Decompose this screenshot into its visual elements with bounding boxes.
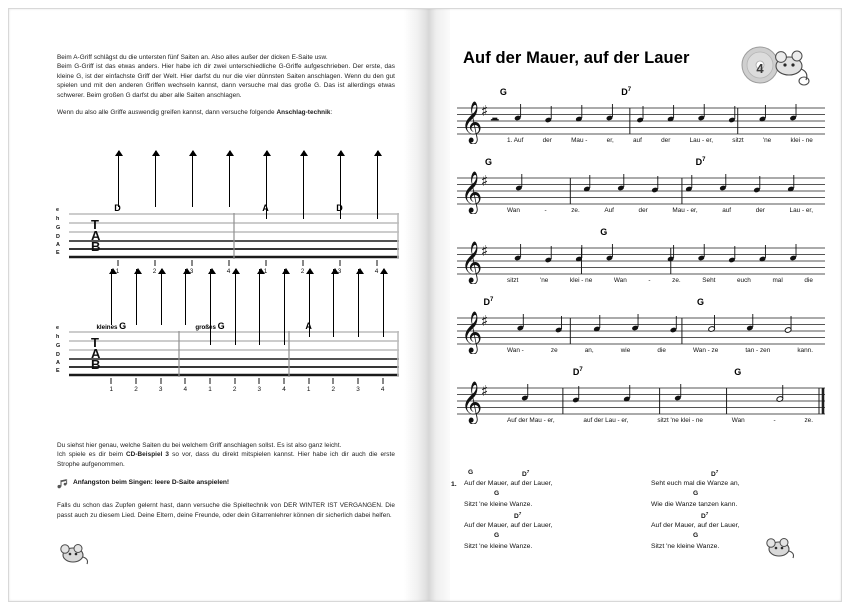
verse-chord-G [468,469,473,476]
lyric-syllable: der [755,207,765,214]
verse-chord-G [693,532,698,539]
lyric-syllable: Wan - ze [692,347,719,354]
intro-paragraph-1: Beim A-Griff schlägst du die untersten fünf Saiten an. Also alles außer der dicken E-Saite usw. [57,54,328,61]
beat-tick [210,378,211,384]
beat-tick [302,260,303,266]
note [623,385,630,402]
beat-number: 2 [232,386,237,393]
key-signature-sharp: ♯ [481,382,489,400]
anschlag-pre: Wenn du also alle Griffe auswendig greifen kannst, dann versuche folgende [57,109,277,117]
key-signature-sharp: ♯ [481,172,489,190]
chord-symbol-G [697,297,704,307]
note [593,315,600,332]
note [698,244,705,261]
tab-string-label-A: A [56,360,60,366]
lyric-syllable: - [648,277,651,284]
tab-string-label-e: e [56,325,59,331]
music-note-icon [57,479,68,491]
beat-tick [259,378,260,384]
lyric-syllable: - [544,207,547,214]
verse-lyric-line: Auf der Mauer, auf der Lauer, [651,522,740,529]
chord-root: G [734,367,742,377]
staff-1 [455,87,827,157]
chord-root: G [697,297,705,307]
beat-number: 4 [374,268,379,275]
chord-symbol-D7 [573,367,583,377]
intro-paragraph-2: Beim G-Griff ist das etwas anders. Hier habe ich dir zwei unterschiedliche G-Griffe aufgeschrieben. Der erste, das kleine G, ist der einfachste Griff der Welt. Hier darfst du nur die vier dünnsten Saiten anschlagen. Wenn du den gut spielen und mit den anderen Griffen wechseln kannst, dann versuche mal das große G. Das ist allerdings etwas schwerer. Beim großen G darfst du aber alle Saiten anschlagen. [57,63,395,99]
staff-5 [455,367,827,437]
verse-lyric-line: Seht euch mal die Wanze an, [651,480,740,487]
beat-tick [228,260,229,266]
chord-quality: 7 [627,87,632,93]
note [631,314,638,331]
beat-tick [185,378,186,384]
chord-root: G [600,227,608,237]
note [517,314,524,331]
staff-4 [455,297,827,367]
lyric-syllable: ze. [672,277,681,284]
verse-chord-line [464,490,637,499]
verse-chord-D7 [701,511,708,520]
verse-lyric-line: Auf der Mauer, auf der Lauer, [464,522,553,529]
note [606,104,613,121]
beat-number: 1 [263,268,268,275]
mouse-icon [763,535,797,561]
anschlag-post: : [330,109,333,117]
verse-chord-line [651,469,831,478]
chord-root: D [522,471,527,479]
lyric-syllable: an, [584,347,594,354]
note [617,174,624,191]
lyric-syllable: sitzt 'ne klei - ne [657,417,703,424]
treble-clef-icon: 𝄞 [461,102,483,143]
beat-tick [265,260,266,266]
beat-tick [358,378,359,384]
lyric-syllable: kann. [797,347,813,354]
lyric-syllable: Auf [604,207,614,214]
verse-lyric-line: Wie die Wanze tanzen kann. [651,501,738,508]
note [514,244,521,261]
beat-number: 3 [257,386,262,393]
verse-lyric-line: Sitzt 'ne kleine Wanze. [651,543,720,550]
verse-chord-D7 [522,469,529,478]
verse-chord-line [651,511,831,520]
verse-chord-line [464,511,637,520]
beat-number: 4 [226,268,231,275]
note [759,105,766,122]
lyric-syllable: mal [772,277,783,284]
lyric-line [507,277,813,284]
chord-root: G [693,532,699,539]
beat-tick [376,260,377,266]
tab2-beat-numbers [69,386,399,397]
tab-chord-label-D: D [114,203,121,213]
chord-symbol-G [485,157,492,167]
after-tab-text-post: so vor, dass du direkt mitspielen kannst. Hier habe ich dir auch die erste Strophe aufgenommen. [57,451,395,468]
verse-chord-line [651,490,831,499]
chord-root: D [621,87,628,97]
lyric-syllable: 1. Auf [507,137,524,144]
chord-root: D [701,513,706,521]
beat-number: 2 [300,268,305,275]
verse-lyric-line: Auf der Mauer, auf der Lauer, [464,480,553,487]
chord-quality: 7 [526,469,530,474]
treble-clef-icon: 𝄞 [461,172,483,213]
tab2-chord-row [69,317,399,331]
verse-left-column [451,469,637,553]
treble-clef-icon: 𝄞 [461,242,483,283]
lyric-line [507,347,813,354]
lyric-syllable: Wan [507,207,520,214]
chord-quality: 7 [705,511,709,516]
right-page [441,9,841,601]
lyric-syllable: Wan - [507,347,524,354]
anschlag-bold: Anschlag-technik [276,109,331,117]
chord-root: G [494,490,500,497]
beat-tick [191,260,192,266]
lyric-syllable: Mau - [571,137,588,144]
tab-chord-label-A: A [305,321,312,331]
lyric-syllable: die [657,347,666,354]
closing-paragraph: Falls du schon das Zupfen gelernt hast, dann versuche die Spieltechnik von DER WINTER IST VERGANGEN. Die passt auch zu diesem Lied. Deine Eltern, deine Freunde, oder dein Gitarrenlehrer können dir sicherlich dabei helfen. [57,502,395,519]
tab-chord-name: G [217,321,225,331]
beat-tick [308,378,309,384]
tab-string-label-D: D [56,352,60,358]
beat-number: 4 [380,386,385,393]
beat-number: 1 [208,386,212,393]
tab-string-label-G: G [56,225,61,231]
lyric-syllable: 'ne [539,277,549,284]
beat-number: 3 [356,386,360,393]
beat-tick [136,378,137,384]
lyric-syllable: tan - zen [745,347,771,354]
note [521,384,528,401]
lyric-syllable: euch [737,277,751,284]
chord-symbol-G [600,227,607,237]
chord-root: G [484,157,492,167]
chord-root: G [693,490,699,497]
after-tab-paragraph-2 [57,450,395,469]
key-signature-sharp: ♯ [481,312,489,330]
note [583,175,590,192]
tab-string-label-D: D [56,234,60,240]
cd-badge [741,41,821,89]
beat-tick [117,260,118,266]
beat-number: 1 [109,386,114,393]
verse-lyric-line: Sitzt 'ne kleine Wanze. [464,543,533,550]
mouse-icon [57,541,91,567]
lyric-syllable: 'ne [762,137,772,144]
tab-chord-label-G [195,321,224,331]
chord-root: G [468,469,474,476]
cd-beispiel-label: CD-Beispiel 3 [125,451,170,459]
tab-string-label-h: h [56,334,60,340]
beat-tick [284,378,285,384]
lyric-syllable: Mau - er, [672,207,698,214]
lyric-syllable: auf [633,137,642,144]
tab-chord-label-G [96,321,126,331]
svg-text:T: T [91,335,99,350]
lyric-syllable: Auf der Mau - er, [507,417,555,424]
tab-chord-name: G [119,321,127,331]
verse-chord-G [494,532,499,539]
lyric-syllable: der [661,137,671,144]
lyric-syllable: Lau - er, [689,137,714,144]
lyric-syllable: auf der Lau - er, [583,417,629,424]
lyric-syllable: auf [722,207,732,214]
lyric-syllable: er, [606,137,614,144]
after-tab-text-pre: Ich spiele es dir beim [57,451,126,459]
tab-chord-label-D: D [336,203,343,213]
beat-number: 4 [183,386,188,393]
treble-clef-icon: 𝄞 [461,312,483,353]
tab-diagram-2 [56,317,399,397]
tab1-chord-row [69,199,399,213]
chord-quality: 7 [702,157,706,163]
after-tab-paragraph-1: Du siehst hier genau, welche Saiten du bei welchem Griff anschlagen sollst. Es ist also ganz leicht. [57,442,342,449]
note [787,175,794,192]
verse-chord-D7 [514,511,521,520]
lyric-line [507,137,813,144]
beat-number: 3 [337,268,342,275]
note [674,384,681,401]
tip-line-text: Anfangston beim Singen: leere D-Saite anspielen! [73,479,230,487]
spacer [57,100,395,108]
tab1-beat-numbers [69,268,399,279]
chord-symbol-G [734,367,741,377]
lyric-syllable: Wan [731,417,745,424]
lyric-syllable: Seht [702,277,716,284]
verse-number: 1. [451,481,457,488]
treble-clef-icon: 𝄞 [461,382,483,423]
tab-string-label-A: A [56,242,60,248]
lyric-syllable: der [542,137,552,144]
beat-tick [339,260,340,266]
chord-root: G [494,532,500,539]
chord-root: D [695,157,703,167]
chord-symbol-D7 [696,157,706,167]
svg-text:4: 4 [756,61,764,76]
note [606,244,613,261]
note [685,175,692,192]
verse-lyric-line: Sitzt 'ne kleine Wanze. [464,501,533,508]
tab-chord-label-A: A [262,203,269,213]
lyric-syllable: wie [620,347,631,354]
beat-number: 2 [134,386,138,393]
music-staves [455,87,827,437]
beat-tick [382,378,383,384]
svg-text:B: B [91,357,101,372]
staff-3 [455,227,827,297]
tab-string-label-E: E [56,250,60,256]
chord-root: D [483,297,491,307]
beat-number: 1 [115,268,120,275]
svg-text:B: B [91,239,101,254]
lyric-syllable: sitzt [507,277,519,284]
beat-tick [154,260,155,266]
tab1-beat-ticks [69,259,399,268]
verse-right-column [651,469,831,553]
tab2-beat-ticks [69,377,399,386]
chord-quality: 7 [490,297,494,303]
lyric-syllable: ze. [571,207,580,214]
svg-text:T: T [91,217,99,232]
left-page-after-tab-text [57,441,395,520]
tip-line [57,479,395,491]
beat-number: 4 [282,386,286,393]
tab-string-label-e: e [56,207,59,213]
beat-tick [234,378,235,384]
lyric-syllable: klei - ne [569,277,593,284]
note [789,104,796,121]
note [575,105,582,122]
note [667,105,674,122]
beat-tick [111,378,112,384]
beat-number: 3 [189,268,194,275]
tab-string-label-G: G [56,343,61,349]
beat-number: 3 [158,386,163,393]
beat-tick [160,378,161,384]
tab1-staff [56,207,399,259]
verse-chord-line [464,469,637,478]
note [514,104,521,121]
verse-chord-line [651,532,831,541]
note [708,315,715,332]
verse-chord-G [494,490,499,497]
key-signature-sharp: ♯ [481,102,489,120]
tab-string-label-h: h [56,216,60,222]
anschlagtechnik-paragraph [57,108,395,117]
note [719,174,726,191]
beat-number: 1 [306,386,311,393]
chord-quality: 7 [518,511,522,516]
lyric-syllable: sitzt [732,137,744,144]
tab-string-label-E: E [56,368,60,374]
lyric-line [507,207,813,214]
lyric-syllable: die [804,277,813,284]
lyric-syllable: Lau - er, [789,207,813,214]
note [698,104,705,121]
chord-root: D [711,471,716,479]
note [776,385,783,402]
chord-root: D [572,367,580,377]
left-page [9,9,409,601]
chord-quality: 7 [715,469,719,474]
beat-number: 2 [152,268,157,275]
left-page-intro-text [57,53,395,117]
lyric-syllable: - [773,417,776,424]
tab2-staff-lines [69,331,399,377]
note [746,314,753,331]
note [759,245,766,262]
note [575,245,582,262]
chord-symbol-D7 [484,297,494,307]
lyric-syllable: Wan [613,277,627,284]
lyric-syllable: klei - ne [790,137,813,144]
page-title: Auf der Mauer, auf der Lauer [463,49,690,67]
svg-text:A: A [91,346,101,361]
tab-chord-prefix: großes [195,324,218,331]
chord-symbol-G [500,87,507,97]
lyric-syllable: ze [550,347,558,354]
svg-text:A: A [91,228,101,243]
note [789,244,796,261]
tab1-staff-lines [69,213,399,259]
note [515,174,522,191]
verse-chord-line [464,532,637,541]
tab-chord-prefix: kleines [96,324,120,331]
verse-chord-D7 [711,469,718,478]
chord-quality: 7 [579,367,583,373]
tab-diagram-1 [56,199,399,279]
verse-chord-G [693,490,698,497]
chord-symbol-D7 [621,87,631,97]
time-signature: 𝄼 [491,108,499,132]
lyric-line [507,417,813,424]
key-signature-sharp: ♯ [481,242,489,260]
beat-tick [333,378,334,384]
lyric-syllable: der [638,207,648,214]
chord-root: G [499,87,507,97]
beat-number: 2 [331,386,336,393]
lyric-syllable: ze. [804,417,813,424]
staff-2 [455,157,827,227]
chord-root: D [514,513,519,521]
